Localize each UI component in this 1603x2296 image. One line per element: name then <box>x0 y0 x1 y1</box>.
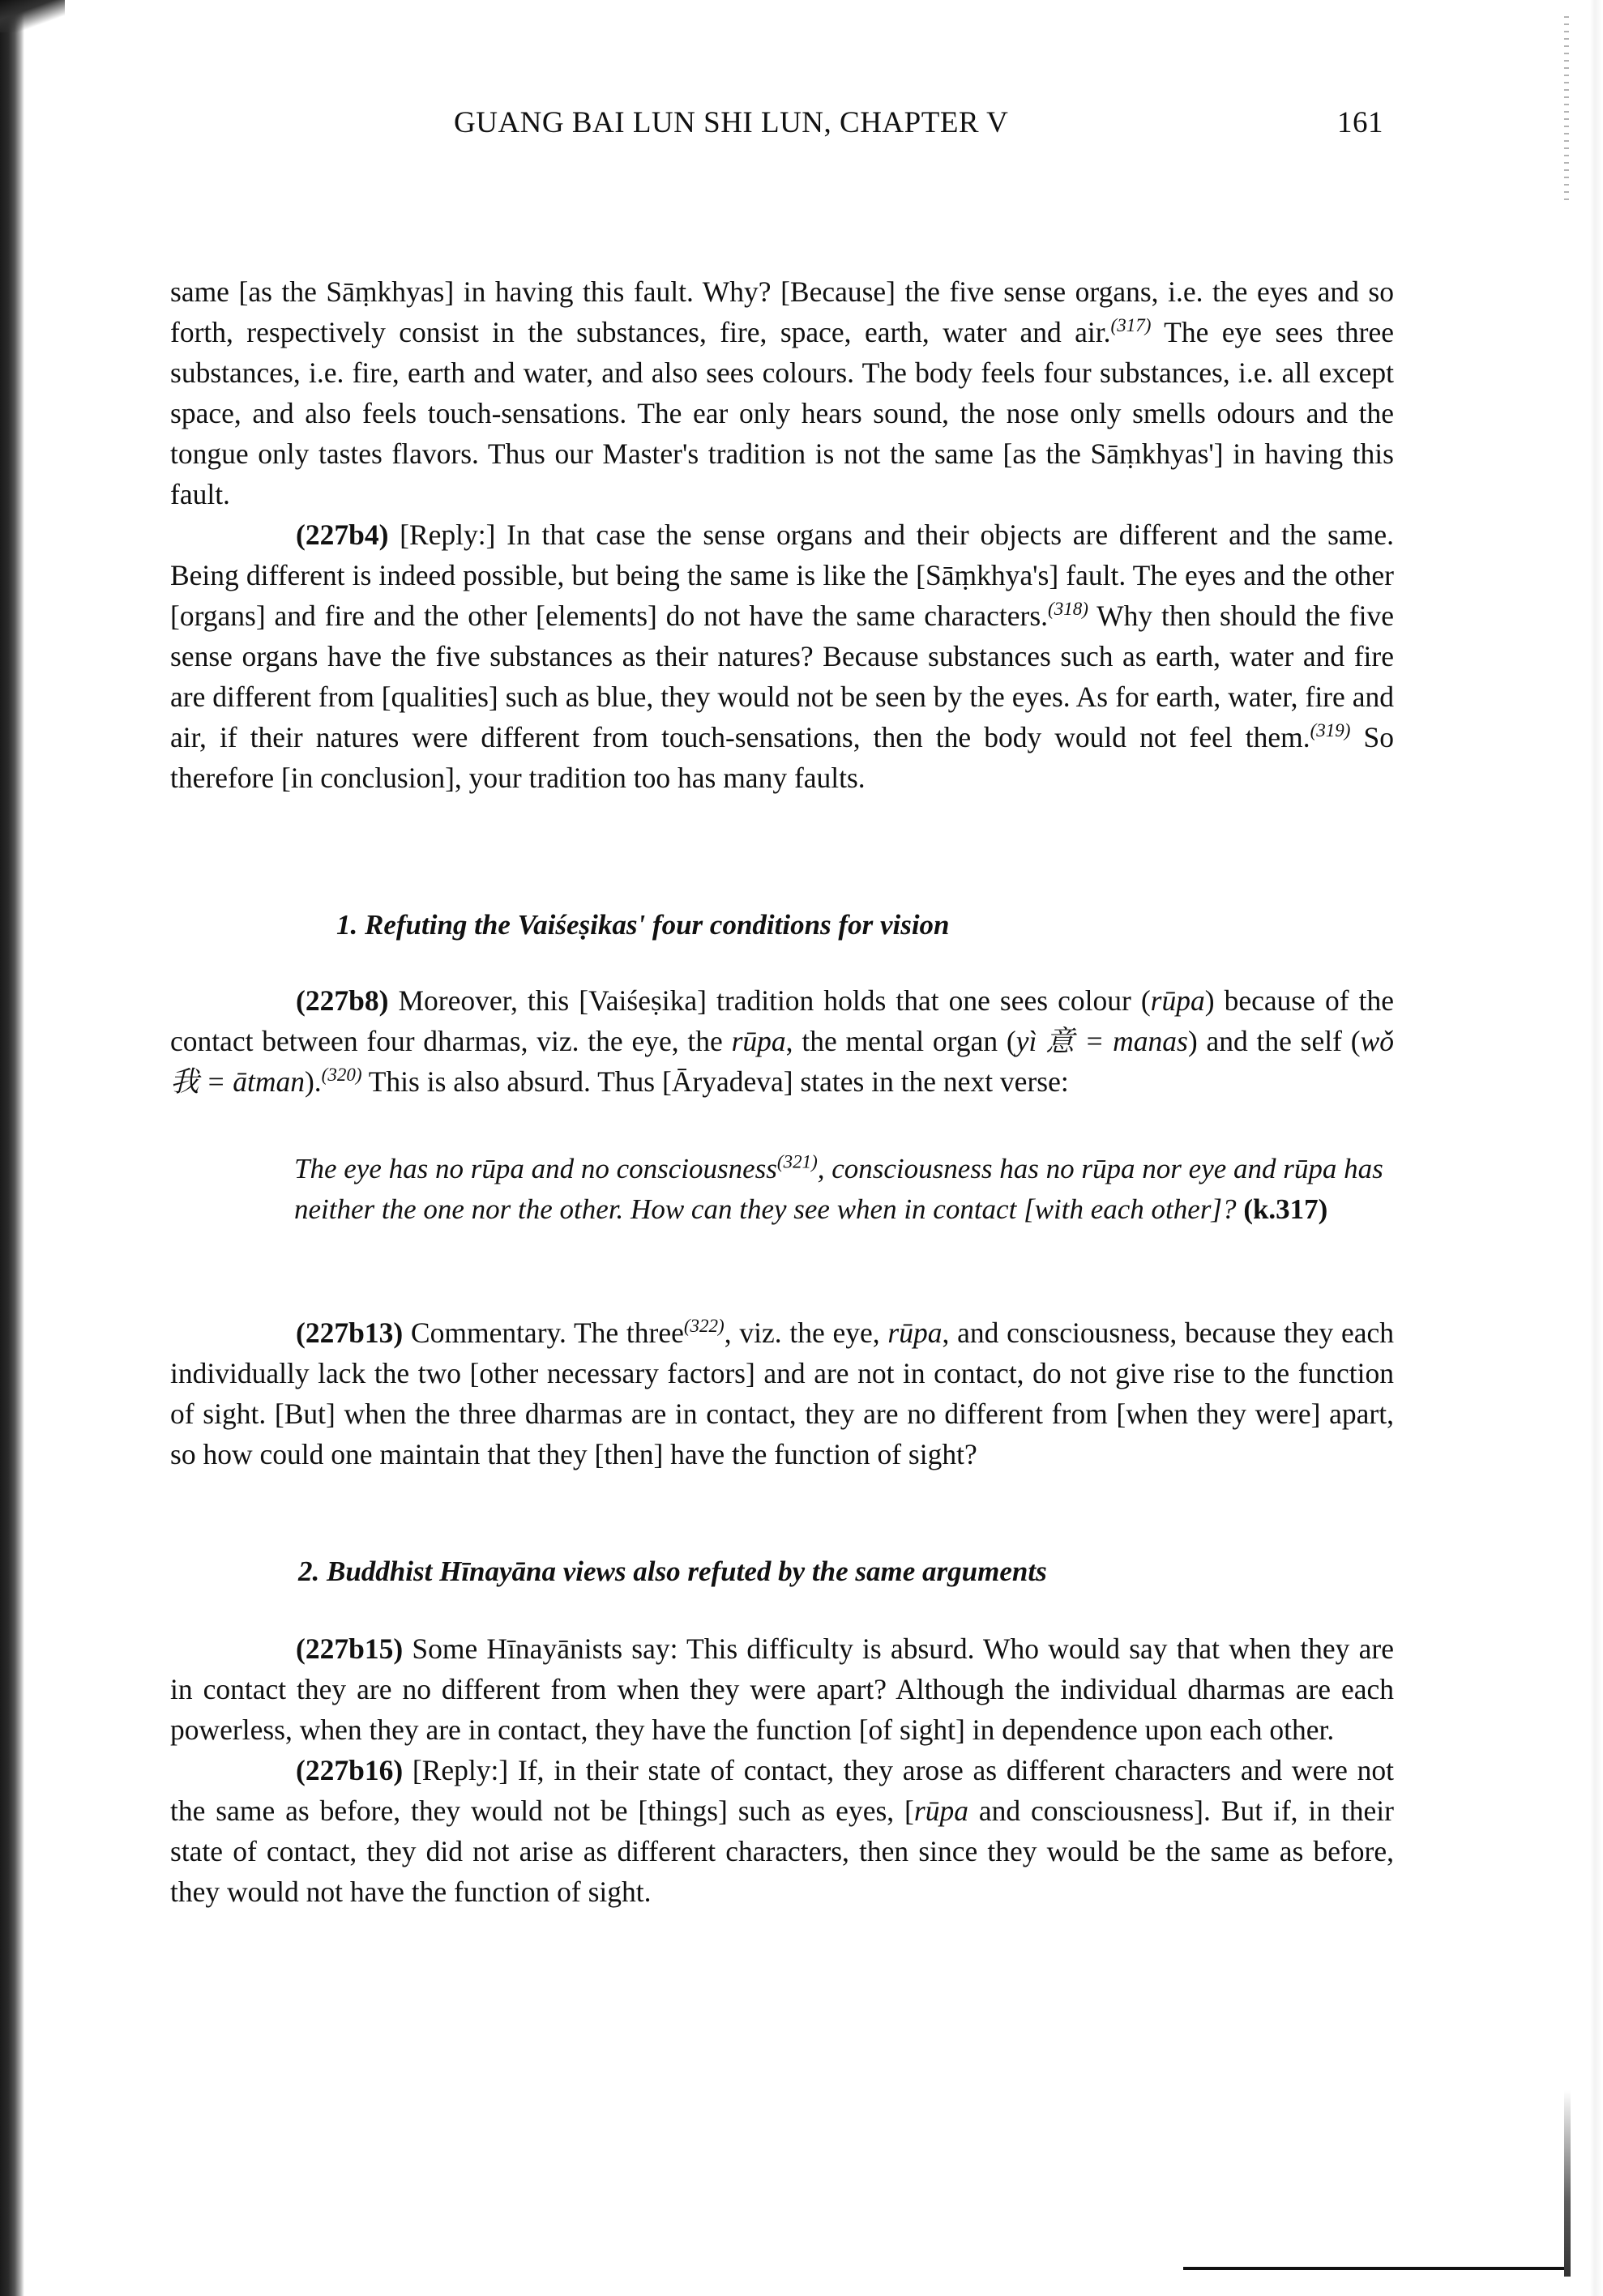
paragraph-4 <box>170 1312 1394 1474</box>
scan-artifact-top <box>1564 16 1569 203</box>
scan-artifact-bottom <box>1564 2090 1571 2277</box>
paragraph-text: Commentary. The three <box>403 1317 684 1349</box>
footnote-marker: (317) <box>1110 315 1152 336</box>
paragraph-text: So therefore [in conclusion], your tradition too has many faults. <box>170 721 1394 794</box>
paragraph-text: [Reply:] If, in their state of contact, they arose as different characters and were not the same as before, they would not be [things] such as eyes, [ <box>170 1754 1394 1827</box>
footnote-marker: (321) <box>776 1151 818 1172</box>
page-binding-shadow <box>0 0 24 2296</box>
verse-text: The eye has no rūpa and no consciousness <box>294 1153 777 1184</box>
paragraph-text: , viz. the eye, <box>724 1317 888 1349</box>
sanskrit-term: rūpa <box>1150 984 1205 1017</box>
paragraph-text: ) and the self ( <box>1187 1025 1361 1057</box>
page-corner-shadow <box>0 0 65 32</box>
footnote-marker: (322) <box>683 1316 725 1337</box>
paragraph-text: , the mental organ ( <box>785 1025 1016 1057</box>
taisho-reference: (227b16) <box>296 1754 404 1786</box>
running-header <box>454 105 1386 154</box>
paragraph-6 <box>170 1750 1394 1912</box>
verse-text: , consciousness has no rūpa nor eye and rūpa has neither the one nor the other. How can they see when in contact [with each other]? <box>294 1153 1383 1225</box>
section-heading-1: 1. Refuting the Vaiśeṣikas' four conditions for vision <box>336 909 950 941</box>
footnote-marker: (319) <box>1310 720 1351 741</box>
paragraph-text: ). <box>304 1065 322 1098</box>
body-text-block-2 <box>170 980 1394 1102</box>
footnote-marker: (320) <box>321 1065 362 1086</box>
scan-artifact-line <box>1183 2267 1564 2270</box>
sanskrit-term: rūpa <box>731 1025 786 1057</box>
paragraph-text: The eye sees three substances, i.e. fire, earth and water, and also sees colours. The body feels four substances, i.e. all except space, and also feels touch-sensations. The ear only hears sound, the nose only smells odours and the tongue only tastes flavors. Thus our Master's tradition is not the same [as the Sāṃkhyas'] in having this fault. <box>170 316 1395 510</box>
page-number: 161 <box>1337 106 1383 139</box>
paragraph-text: , and consciousness, because they each individually lack the two [other necessary factors] and are not in contact, do not give rise to the function of sight. [But] when the three dharmas are in contact, they are no different from [when they were] apart, so how could one maintain that they [then] have the function of sight? <box>170 1317 1394 1470</box>
paragraph-1 <box>170 271 1394 514</box>
footnote-marker: (318) <box>1048 599 1088 620</box>
taisho-reference: (227b8) <box>296 984 389 1017</box>
paragraph-text: Why then should the five sense organs have the five substances as their natures? Because substances such as earth, water and fire are different from [qualities] such as blue, they would not be seen by the eyes. As for earth, water, fire and air, if their natures were different from touch-sensations, then the body would not feel them. <box>170 600 1395 753</box>
body-text-block-3 <box>170 1312 1394 1474</box>
paragraph-text: This is also absurd. Thus [Āryadeva] states in the next verse: <box>361 1065 1069 1098</box>
paragraph-text: [Reply:] In that case the sense organs and their objects are different and the same. Being different is indeed possible, but being the same is like the [Sāṃkhya's] fault. The eyes and the other [organs] and fire and the other [elements] do not have the same characters. <box>170 519 1394 632</box>
paragraph-text: same [as the Sāṃkhyas] in having this fault. Why? [Because] the five sense organs, i.e. the eyes and so forth, respectively consist in the substances, fire, space, earth, water and air. <box>170 275 1394 348</box>
sanskrit-term: wǒ 我 = ātman <box>170 1025 1394 1098</box>
sanskrit-term: rūpa <box>887 1317 943 1349</box>
sanskrit-term: rūpa <box>913 1795 968 1827</box>
taisho-reference: (227b13) <box>296 1317 404 1349</box>
karika-reference: (k.317) <box>1243 1193 1328 1225</box>
body-text-block-1 <box>170 271 1394 798</box>
taisho-reference: (227b4) <box>296 519 389 551</box>
sanskrit-term: yì 意 = manas <box>1015 1025 1188 1057</box>
paragraph-text: ) because of the contact between four dharmas, viz. the eye, the <box>170 984 1394 1057</box>
paragraph-text: Some Hīnayānists say: This difficulty is absurd. Who would say that when they are in contact they are no different from when they were apart? Although the individual dharmas are each powerless, when they are in contact, they have the function [of sight] in dependence upon each other. <box>170 1632 1394 1746</box>
paragraph-text: and consciousness]. But if, in their state of contact, they did not arise as different characters, then since they would be the same as before, they would not have the function of sight. <box>170 1795 1394 1908</box>
running-title: GUANG BAI LUN SHI LUN, CHAPTER V <box>454 106 1009 139</box>
paragraph-2 <box>170 514 1394 798</box>
paragraph-text: Moreover, this [Vaiśeṣika] tradition holds that one sees colour ( <box>388 984 1151 1017</box>
verse-quotation <box>294 1149 1396 1230</box>
section-heading-2: 2. Buddhist Hīnayāna views also refuted by the same arguments <box>298 1556 1047 1587</box>
body-text-block-4 <box>170 1628 1394 1912</box>
paragraph-3 <box>170 980 1394 1102</box>
paragraph-5 <box>170 1628 1394 1750</box>
taisho-reference: (227b15) <box>296 1632 404 1665</box>
page-right-edge <box>1590 0 1603 2296</box>
